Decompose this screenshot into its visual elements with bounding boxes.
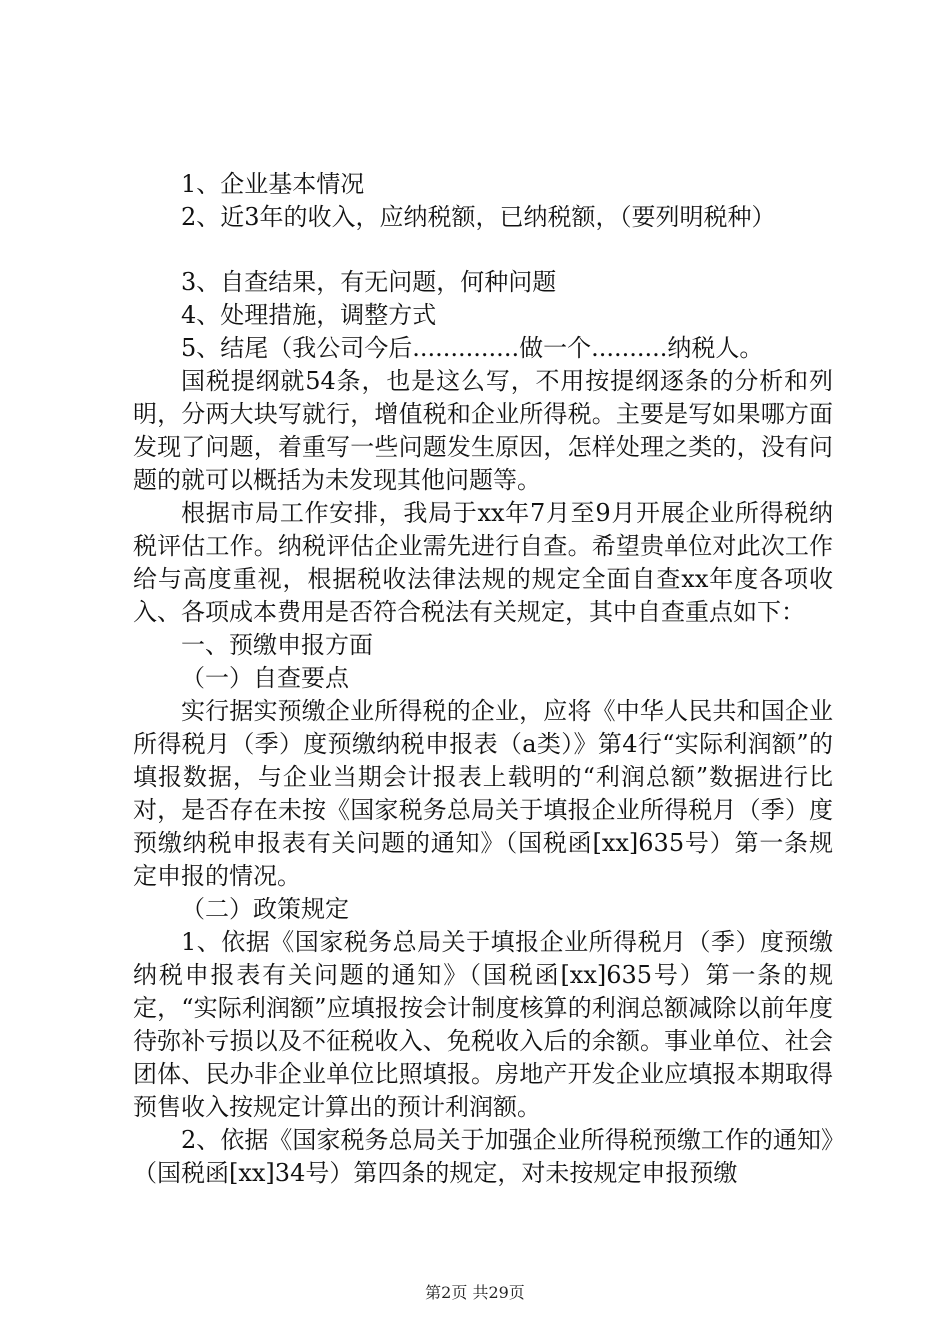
paragraph-4: 4、处理措施，调整方式 bbox=[181, 301, 437, 329]
paragraph-1: 1、企业基本情况 bbox=[181, 170, 365, 198]
paragraph-9: 1、依据《国家税务总局关于填报企业所得税月（季）度预缴纳税申报表有关问题的通知》（国税函[xx]635号）第一条的规定，“实际利润额”应填报按会计制度核算的利润总额减除以前年度待弥补亏损以及不征税收入、免税收入后的余额。事业单位、社会团体、民办非企业单位比照填报。房地产开发企业应填报本期取得预售收入按规定计算出的预计利润额。 bbox=[133, 928, 833, 1121]
section-heading-1: 一、预缴申报方面 bbox=[181, 631, 373, 659]
paragraph-10: 2、依据《国家税务总局关于加强企业所得税预缴工作的通知》（国税函[xx]34号）第四条的规定，对未按规定申报预缴 bbox=[133, 1126, 833, 1187]
paragraph-8: 实行据实预缴企业所得税的企业，应将《中华人民共和国企业所得税月（季）度预缴纳税申报表（a类）》第4行“实际利润额”的填报数据，与企业当期会计报表上载明的“利润总额”数据进行比对，是否存在未按《国家税务总局关于填报企业所得税月（季）度预缴纳税申报表有关问题的通知》（国税函[xx]635号）第一条规定申报的情况。 bbox=[133, 697, 833, 890]
paragraph-6: 国税提纲就54条，也是这么写，不用按提纲逐条的分析和列明，分两大块写就行，增值税和企业所得税。主要是写如果哪方面发现了问题，着重写一些问题发生原因，怎样处理之类的，没有问题的就可以概括为未发现其他问题等。 bbox=[133, 367, 833, 494]
blank-line bbox=[133, 234, 833, 266]
paragraph-7: 根据市局工作安排，我局于xx年7月至9月开展企业所得税纳税评估工作。纳税评估企业需先进行自查。希望贵单位对此次工作给与高度重视，根据税收法律法规的规定全面自查xx年度各项收入、各项成本费用是否符合税法有关规定，其中自查重点如下： bbox=[133, 499, 833, 626]
subsection-heading-2: （二）政策规定 bbox=[181, 895, 349, 923]
subsection-heading-1: （一）自查要点 bbox=[181, 664, 349, 692]
paragraph-5: 5、结尾（我公司今后..............做一个..........纳税人。 bbox=[181, 334, 764, 362]
paragraph-2: 2、近3年的收入，应纳税额，已纳税额，（要列明税种） bbox=[181, 203, 776, 231]
document-body bbox=[133, 168, 833, 1190]
paragraph-3: 3、自查结果，有无问题，何种问题 bbox=[181, 268, 557, 296]
page-footer: 第2页 共29页 bbox=[425, 1283, 525, 1302]
